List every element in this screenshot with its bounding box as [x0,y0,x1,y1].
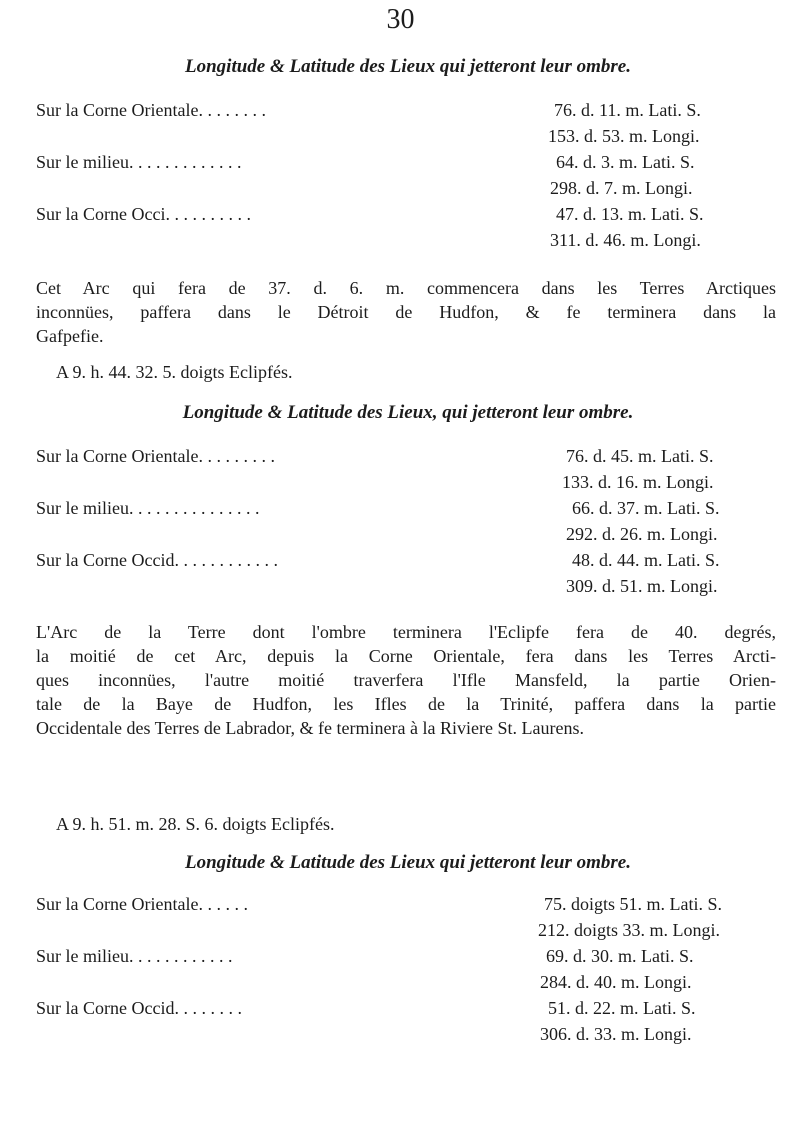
paragraph-line: Occidentale des Terres de Labrador, & fe terminera à la Riviere St. Laurens. [36,718,584,738]
row-longitude: 212. doigts 33. m. Longi. [538,920,721,940]
row-longitude: 311. d. 46. m. Longi. [550,230,701,250]
row-longitude: 284. d. 40. m. Longi. [540,972,692,992]
section-1-row-1 [36,100,771,126]
row-label: Sur la Corne Orientale. . . . . . [36,894,248,914]
row-latitude: 76. d. 11. m. Lati. S. [554,100,701,120]
section-1-paragraph [36,276,776,348]
section-1-row-1-lon [36,126,771,152]
section-2-row-2-lon [36,524,771,550]
section-1-row-3-lon [36,230,771,256]
row-label: Sur la Corne Occi. . . . . . . . . . [36,204,251,224]
paragraph-line: L'Arc de la Terre dont l'ombre terminera l'Eclipfe fera de 40. degrés, [36,622,776,642]
section-2-time-line: A 9. h. 44. 32. 5. doigts Eclipfés. [56,362,293,382]
section-2-row-1 [36,446,771,472]
paragraph-line: inconnües, paffera dans le Détroit de Hudfon, & fe terminera dans la [36,302,776,322]
section-3-heading: Longitude & Latitude des Lieux qui jetteront leur ombre. [185,852,631,873]
section-1-heading: Longitude & Latitude des Lieux qui jetteront leur ombre. [185,56,631,77]
row-latitude: 64. d. 3. m. Lati. S. [556,152,695,172]
paragraph-line: tale de la Baye de Hudfon, les Ifles de la Trinité, paffera dans la partie [36,694,776,714]
row-latitude: 48. d. 44. m. Lati. S. [572,550,720,570]
row-longitude: 298. d. 7. m. Longi. [550,178,693,198]
section-3-row-2 [36,946,771,972]
section-3-time-line: A 9. h. 51. m. 28. S. 6. doigts Eclipfés. [56,814,335,834]
row-latitude: 69. d. 30. m. Lati. S. [546,946,694,966]
section-1-row-2-lon [36,178,771,204]
paragraph-line: ques inconnües, l'autre moitié traverfera l'Ifle Mansfeld, la partie Orien- [36,670,776,690]
section-2-row-3 [36,550,771,576]
row-label: Sur la Corne Orientale. . . . . . . . . [36,446,275,466]
row-longitude: 133. d. 16. m. Longi. [562,472,714,492]
row-label: Sur le milieu. . . . . . . . . . . . [36,946,233,966]
section-3-row-1 [36,894,771,920]
row-longitude: 306. d. 33. m. Longi. [540,1024,692,1044]
row-longitude: 153. d. 53. m. Longi. [548,126,700,146]
section-1-row-2 [36,152,771,178]
row-latitude: 66. d. 37. m. Lati. S. [572,498,720,518]
row-label: Sur la Corne Orientale. . . . . . . . [36,100,266,120]
row-label: Sur la Corne Occid. . . . . . . . [36,998,242,1018]
paragraph-line: la moitié de cet Arc, depuis la Corne Orientale, fera dans les Terres Arcti- [36,646,776,666]
section-2-row-1-lon [36,472,771,498]
row-latitude: 51. d. 22. m. Lati. S. [548,998,696,1018]
section-2-heading: Longitude & Latitude des Lieux, qui jetteront leur ombre. [182,402,634,423]
page-number: 30 [386,4,415,35]
row-longitude: 309. d. 51. m. Longi. [566,576,718,596]
section-3-row-3 [36,998,771,1024]
section-3-row-1-lon [36,920,771,946]
section-2-row-3-lon [36,576,771,602]
row-label: Sur la Corne Occid. . . . . . . . . . . . [36,550,278,570]
section-1-row-3 [36,204,771,230]
row-label: Sur le milieu. . . . . . . . . . . . . . . [36,498,260,518]
row-label: Sur le milieu. . . . . . . . . . . . . [36,152,242,172]
section-2-paragraph [36,620,776,740]
row-latitude: 75. doigts 51. m. Lati. S. [544,894,723,914]
row-longitude: 292. d. 26. m. Longi. [566,524,718,544]
paragraph-line: Cet Arc qui fera de 37. d. 6. m. commencera dans les Terres Arctiques [36,278,776,298]
section-3-row-2-lon [36,972,771,998]
row-latitude: 76. d. 45. m. Lati. S. [566,446,714,466]
paragraph-line: Gafpefie. [36,326,104,346]
row-latitude: 47. d. 13. m. Lati. S. [556,204,704,224]
section-3-row-3-lon [36,1024,771,1050]
section-2-row-2 [36,498,771,524]
